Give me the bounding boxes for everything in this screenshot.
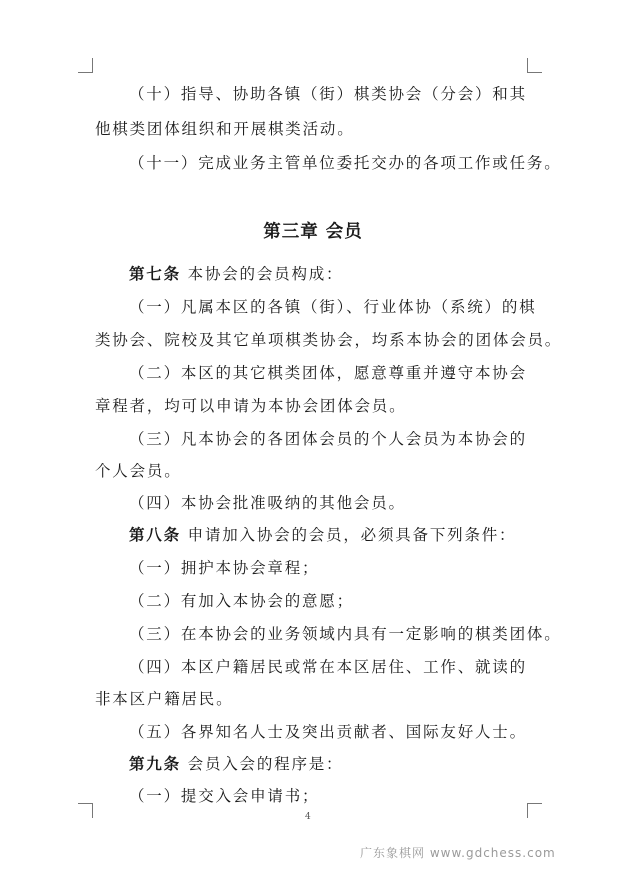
article-line [129, 262, 343, 284]
line: 章程者，均可以申请为本协会团体会员。 [95, 397, 407, 415]
crop-mark-top-right [527, 58, 542, 73]
article-label: 第九条 [129, 754, 181, 773]
article-line [129, 752, 343, 774]
article-text: 会员入会的程序是： [187, 755, 344, 773]
line: （三）凡本协会的各团体会员的个人会员为本协会的 [129, 430, 527, 448]
article-line [129, 523, 516, 545]
line: 个人会员。 [95, 462, 182, 480]
article-text: 本协会的会员构成： [187, 265, 344, 283]
article-label: 第八条 [129, 525, 181, 544]
line: 他棋类团体组织和开展棋类活动。 [95, 120, 355, 138]
line: （二）本区的其它棋类团体，愿意尊重并遵守本协会 [129, 364, 527, 382]
article-label: 第七条 [129, 264, 181, 283]
chapter-heading: 第三章 会员 [263, 222, 363, 242]
line: （一）拥护本协会章程； [129, 559, 320, 577]
crop-mark-bottom-left [78, 803, 93, 818]
line: 非本区户籍居民。 [95, 690, 234, 708]
crop-mark-top-left [78, 58, 93, 73]
line: （四）本区户籍居民或常在本区居住、工作、就读的 [129, 658, 527, 676]
line: （二）有加入本协会的意愿； [129, 592, 354, 610]
line: （四）本协会批准吸纳的其他会员。 [129, 494, 406, 512]
line: （一）提交入会申请书； [129, 787, 320, 805]
line: （一）凡属本区的各镇（街）、行业体协（系统）的棋 [129, 298, 537, 316]
line: （三）在本协会的业务领域内具有一定影响的棋类团体。 [129, 625, 562, 643]
page-number: 4 [305, 812, 311, 822]
line: （五）各界知名人士及突出贡献者、国际友好人士。 [129, 723, 527, 741]
line: （十）指导、协助各镇（街）棋类协会（分会）和其 [129, 85, 527, 103]
crop-mark-bottom-right [527, 803, 542, 818]
line: 类协会、院校及其它单项棋类协会，均系本协会的团体会员。 [95, 331, 563, 349]
article-text: 申请加入协会的会员，必须具备下列条件： [187, 526, 517, 544]
watermark: 广东象棋网 www.gdchess.com [360, 846, 556, 860]
line: （十一）完成业务主管单位委托交办的各项工作或任务。 [129, 154, 562, 172]
